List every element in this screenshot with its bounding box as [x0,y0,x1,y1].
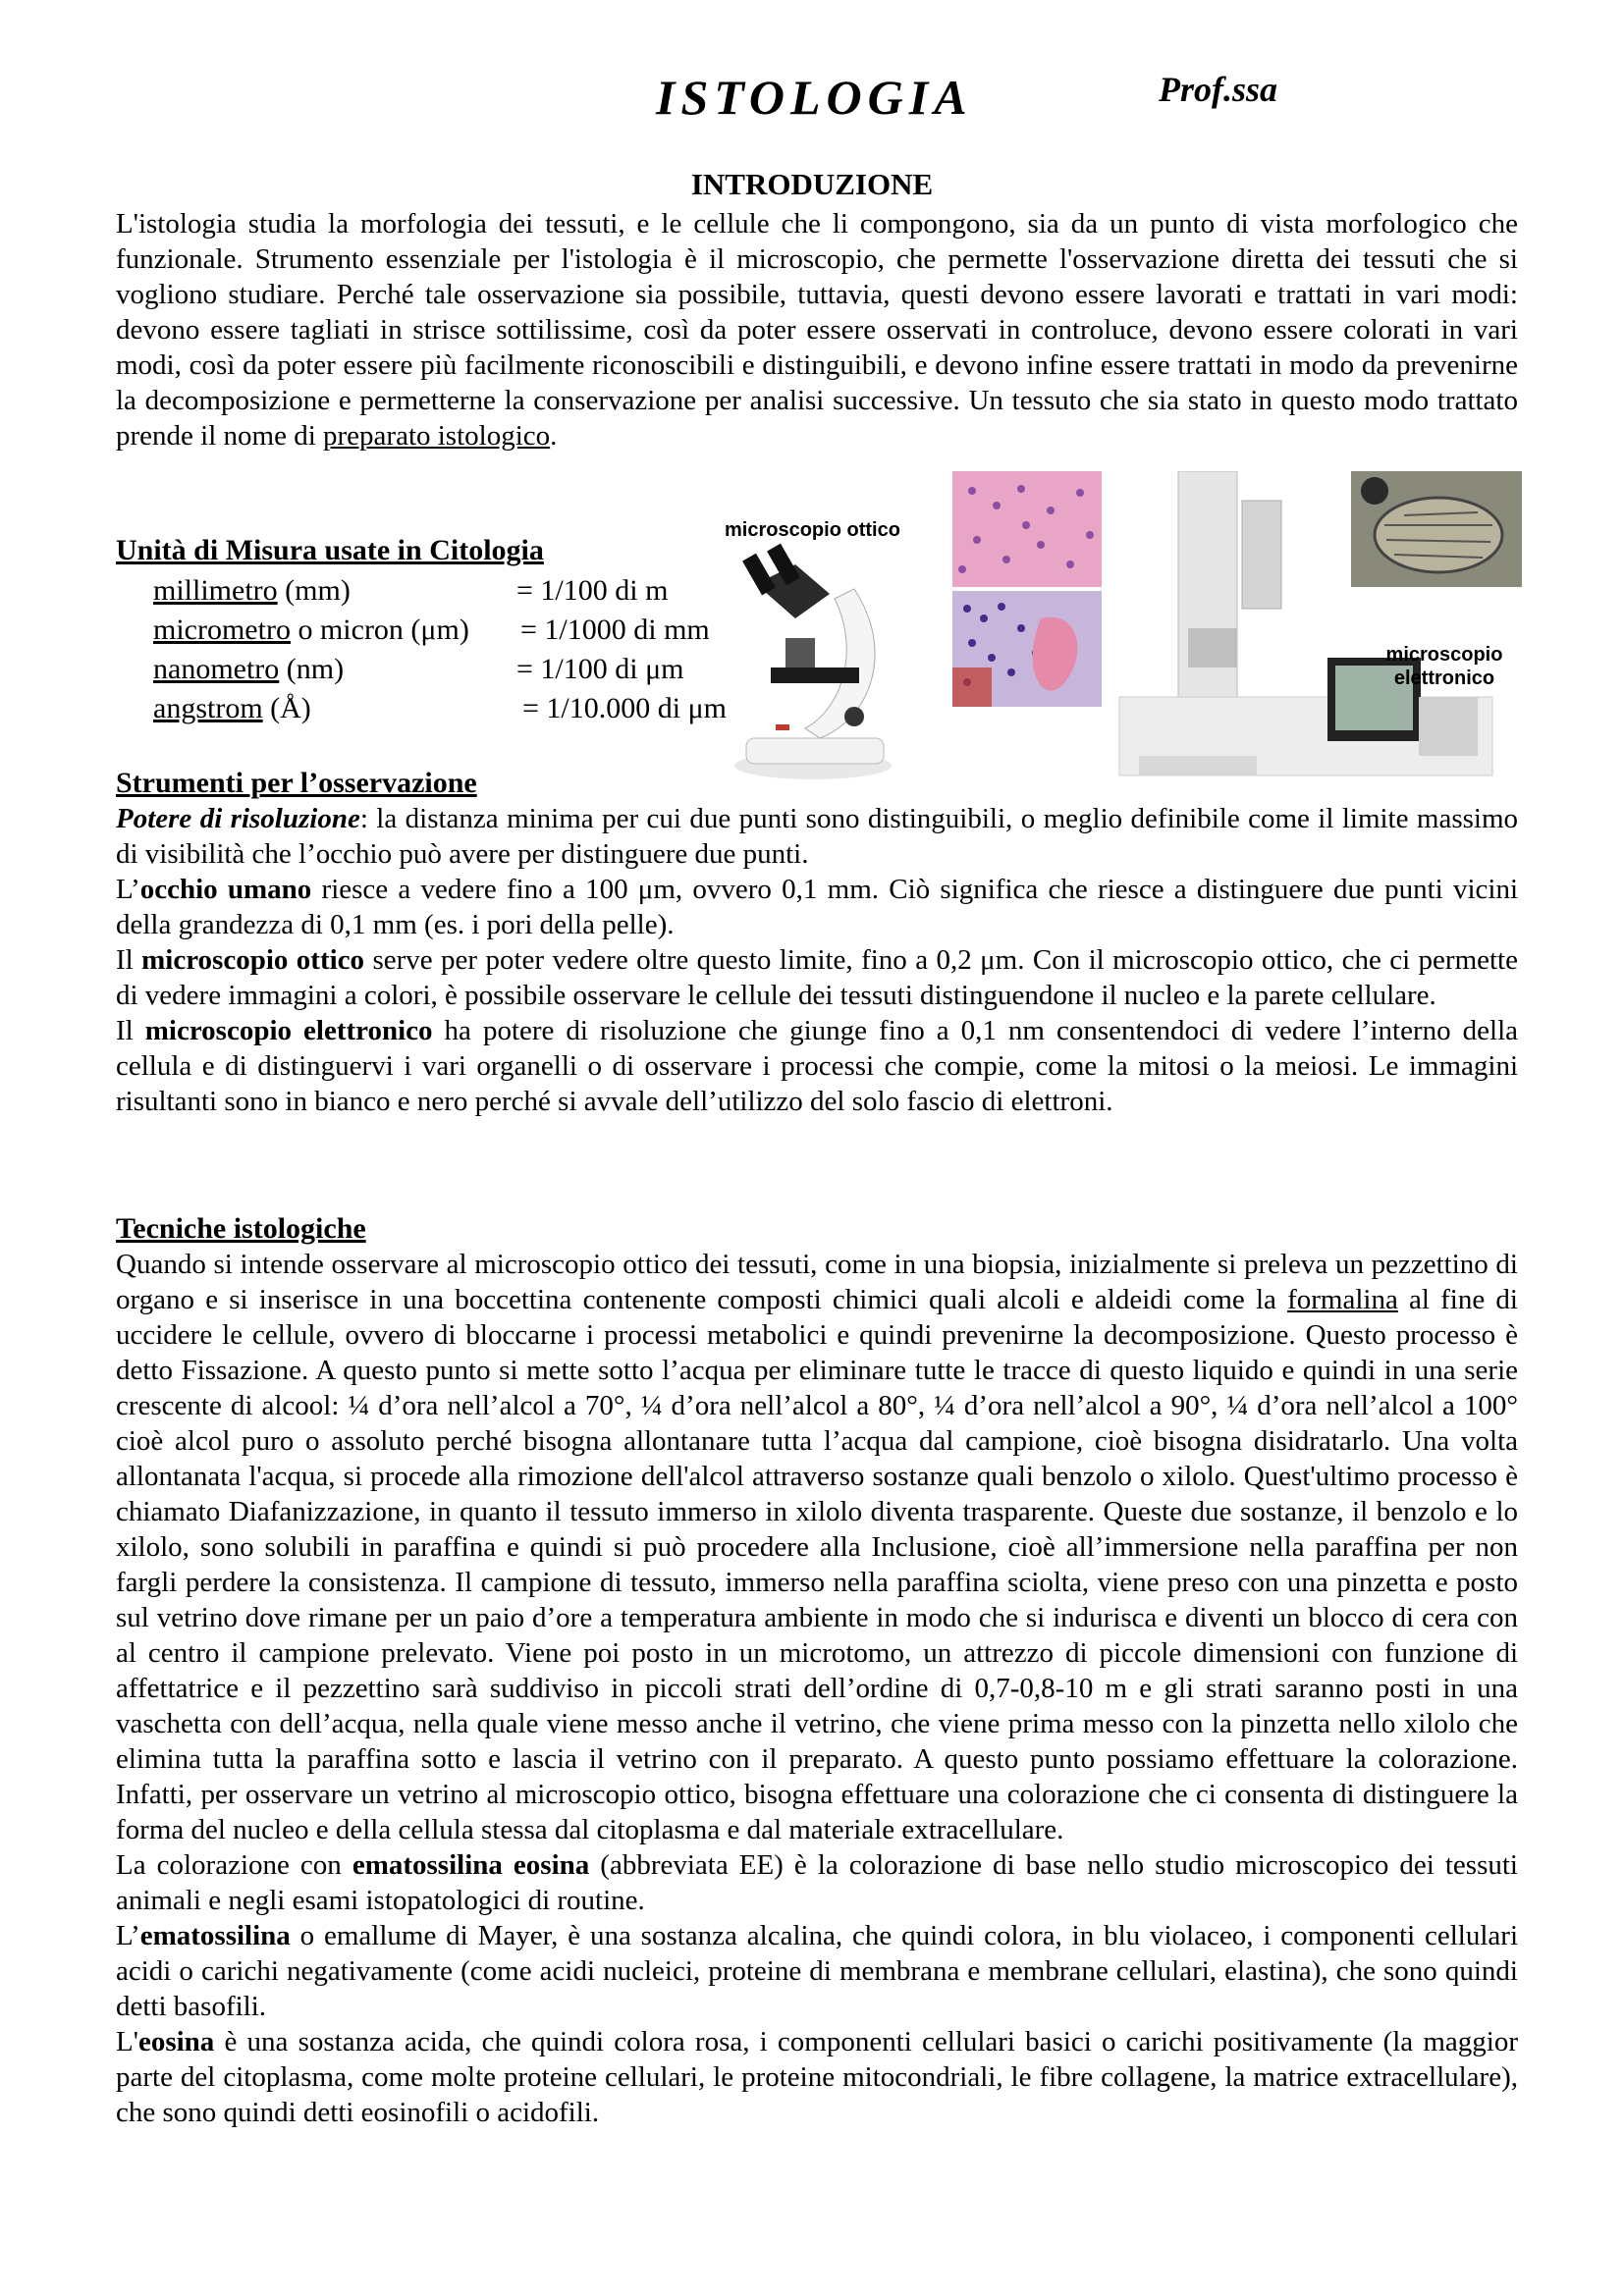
author-label: Prof.ssa [1159,70,1278,109]
eye-term: occhio umano [139,874,312,905]
techniques-heading: Tecniche istologiche [116,1212,366,1245]
tools-heading: Strumenti per l’osservazione [116,767,477,799]
he-prefix: La colorazione con [116,1849,352,1881]
intro-heading: INTRODUZIONE [690,167,934,201]
electron-prefix: Il [116,1015,145,1046]
microscope-figure [727,471,1522,795]
intro-text-end: . [550,420,558,452]
optical-microscope-icon [734,544,892,779]
optical-term: microscopio ottico [141,944,365,976]
units-heading: Unità di Misura usate in Citologia [116,534,544,566]
optical-text: serve per poter vedere oltre questo limite, fino a 0,2 μm. Con il microscopio ottico, che ci permette di vedere immagini a colori, è possibile osservare le cellule dei tessuti distinguendone il nucleo e la parete cellulare. [116,944,1518,1011]
unit-name: angstrom [153,692,263,724]
electron-text: ha potere di risoluzione che giunge fino a 0,1 nm consentendoci di vedere l’interno della cellula e di distinguervi i vari organelli o di osservare i processi che compie, come la mitosi o la meiosi. Le immagini risultanti sono in bianco e nero perché si avvale dell’utilizzo del solo fascio di elettroni. [116,1015,1518,1117]
intro-text: L'istologia studia la morfologia dei tessuti, e le cellule che li compongono, sia da un punto di vista morfologico che funzionale. Strumento essenziale per l'istologia è il microscopio, che permette l'osservazione diretta dei tessuti che si vogliono studiare. Perché tale osservazione sia possibile, tuttavia, questi devono essere lavorati e trattati in vari modi: devono essere tagliati in strisce sottilissime, così da poter essere osservati in controluce, devono essere colorati in vari modi, così da poter essere più facilmente riconoscibili e distinguibili, e devono infine essere trattati in modo da prevenirne la decomposizione e permetterne la conservazione per analisi successive. Un tessuto che sia stato in questo modo trattato prende il nome di [116,208,1518,452]
tools-section [116,766,1518,1119]
unit-value: = 1/1000 di mm [520,614,710,646]
eye-prefix: L’ [116,874,140,905]
unit-suffix: (Å) [262,692,311,724]
unit-suffix: o micron (μm) [290,614,469,646]
he-term: ematossilina eosina [352,1849,590,1881]
unit-value: = 1/100 di μm [516,653,684,685]
tissue-sample-images [952,471,1102,707]
eosin-prefix: L' [116,2026,138,2057]
caption-electron [1380,643,1508,690]
eye-text: riesce a vedere fino a 100 μm, ovvero 0,1 mm. Ciò significa che riesce a distinguere due punti vicini della grandezza di 0,1 mm (es. i pori della pelle). [116,874,1519,940]
unit-value: = 1/100 di m [516,574,669,607]
unit-name: millimetro [153,574,278,607]
formalina-link[interactable]: formalina [1287,1284,1398,1315]
unit-name: micrometro [153,614,291,646]
resolution-text: : la distanza minima per cui due punti sono distinguibili, o meglio definibile come il limite massimo di visibilità che l’occhio può avere per distinguere due punti. [116,803,1519,870]
unit-suffix: (nm) [279,653,345,685]
hematoxylin-prefix: L’ [116,1920,140,1951]
techniques-text-a: Quando si intende osservare al microscopio ottico dei tessuti, come in una biopsia, inizialmente si preleva un pezzettino di organo e si inserisce in una boccettina contenente composti chimici quali alcoli e aldeidi come la [116,1249,1518,1315]
intro-paragraph [116,206,1518,454]
techniques-text-b: al fine di uccidere le cellule, ovvero di bloccarne i processi metabolici e quindi prevenirne la decomposizione. Questo processo è detto Fissazione. A questo punto si mette sotto l’acqua per eliminare tutte le tracce di questo liquido e quindi in una serie crescente di alcool: ¼ d’ora nell’alcol a 70°, ¼ d’ora nell’alcol a 80°, ¼ d’ora nell’alcol a 90°, ¼ d’ora nell’alcol a 100° cioè alcol puro o assoluto perché bisogna allontanare tutta l’acqua dal campione, cioè bisogna disidratarlo. Una volta allontanata l'acqua, si procede alla rimozione dell'alcol attraverso sostanze quali benzolo o xilolo. Quest'ultimo processo è chiamato Diafanizzazione, in quanto il tessuto immerso in xilolo diventa trasparente. Queste due sostanze, il benzolo e lo xilolo, sono solubili in paraffina e quindi si può procedere alla Inclusione, cioè all’immersione nella paraffina per non fargli perdere la consistenza. Il campione di tessuto, immerso nella paraffina sciolta, viene preso con una pinzetta e posto sul vetrino dove rimane per un paio d’ore a temperatura ambiente in modo che si indurisca e diventi un blocco di cera con al centro il campione prelevato. Viene poi posto in un microtomo, un attrezzo di piccole dimensioni con funzione di affettatrice e il pezzettino sarà suddiviso in piccoli strati dell’ordine di 0,7-0,8-10 m e gli strati saranno posti in una vaschetta con dell’acqua, nella quale viene messo anche il vetrino, che viene prima messo con la pinzetta nello xilolo che elimina tutta la paraffina sotto e lascia il vetrino con il preparato. A questo punto possiamo effettuare la colorazione. Infatti, per osservare un vetrino al microscopio ottico, bisogna effettuare una colorazione che ci consenta di distinguere la forma del nucleo e della cellula stessa dal citoplasma e dal materiale extracellulare. [116,1284,1518,1845]
hematoxylin-text: o emallume di Mayer, è una sostanza alcalina, che quindi colora, in blu violaceo, i componenti cellulari acidi o carichi negativamente (come acidi nucleici, proteine di membrana e membrane cellulari, elastina), che sono quindi detti basofili. [116,1920,1518,2022]
unit-name: nanometro [153,653,280,685]
caption-electron-line2: elettronico [1393,667,1495,689]
eosin-text: è una sostanza acida, che quindi colora rosa, i componenti cellulari basici o carichi positivamente (la maggior parte del citoplasma, come molte proteine cellulari, le proteine mitocondriali, le fibre collagene, la matrice extracellulare), che sono quindi detti eosinofili o acidofili. [116,2026,1518,2128]
techniques-section [116,1211,1518,2130]
caption-electron-line1: microscopio [1385,644,1503,666]
hematoxylin-term: ematossilina [139,1920,291,1951]
resolution-term: Potere di risoluzione [116,803,360,834]
unit-suffix: (mm) [277,574,351,607]
he-text: (abbreviata EE) è la colorazione di base nello studio microscopico dei tessuti animali e negli esami istopatologici di routine. [116,1849,1518,1916]
document-title: ISTOLOGIA [656,70,973,125]
caption-optical: microscopio ottico [725,519,900,541]
eosin-term: eosina [137,2026,215,2057]
preparato-istologico-link[interactable]: preparato istologico [323,420,551,452]
optical-prefix: Il [116,944,142,976]
electron-term: microscopio elettronico [144,1015,433,1046]
electron-micrograph-image [1351,471,1522,587]
unit-value: = 1/10.000 di μm [522,692,728,724]
